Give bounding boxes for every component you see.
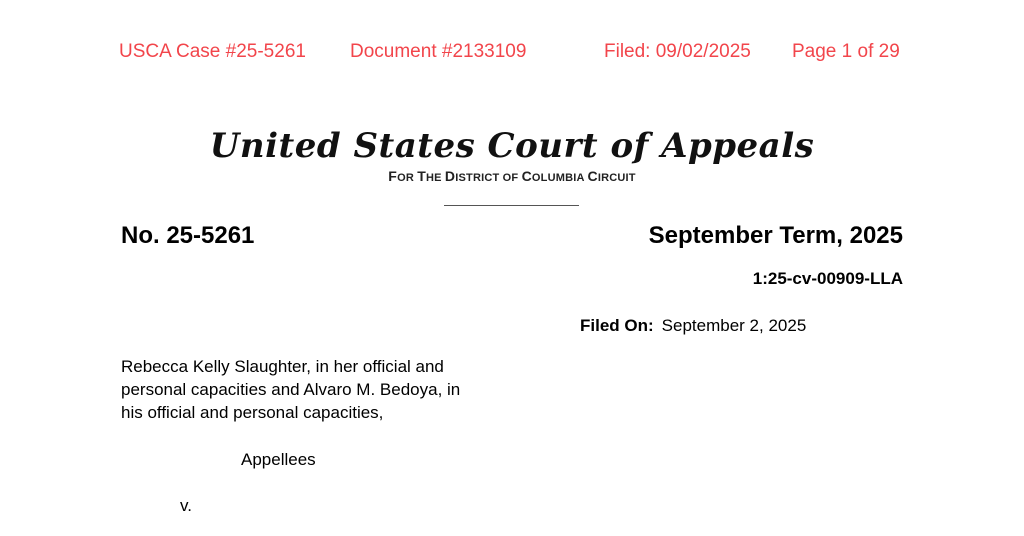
- title-divider: [444, 205, 579, 206]
- lower-court-case-number: 1:25-cv-00909-LLA: [752, 269, 903, 288]
- court-subtitle: [0, 168, 1024, 186]
- docket-number: No. 25-5261: [121, 222, 255, 249]
- filed-on-label: Filed On:: [580, 316, 654, 335]
- versus-label: v.: [180, 496, 192, 515]
- appellees-role: Appellees: [241, 450, 316, 469]
- subtitle-part: F: [388, 168, 398, 184]
- subtitle-part: T: [417, 168, 426, 184]
- filed-on-date: September 2, 2025: [661, 316, 807, 335]
- subtitle-part: OR: [397, 172, 418, 184]
- appellees-line: personal capacities and Alvaro M. Bedoya, in: [121, 380, 461, 399]
- stamp-filed-date: Filed: 09/02/2025: [604, 41, 751, 62]
- stamp-case-number: USCA Case #25-5261: [119, 41, 306, 62]
- court-term: September Term, 2025: [648, 222, 903, 249]
- stamp-page-count: Page 1 of 29: [792, 41, 900, 62]
- appellees-names: [121, 355, 541, 424]
- subtitle-part: OLUMBIA: [531, 172, 588, 184]
- appellees-line: his official and personal capacities,: [121, 403, 384, 422]
- court-title: United States Court of Appeals: [209, 126, 815, 166]
- subtitle-part: HE: [425, 172, 445, 184]
- subtitle-part: ISTRICT OF: [455, 172, 522, 184]
- subtitle-part: D: [444, 168, 456, 184]
- appellees-line: Rebecca Kelly Slaughter, in her official and: [121, 357, 444, 376]
- stamp-document-number: Document #2133109: [350, 41, 527, 62]
- subtitle-part: IRCUIT: [597, 172, 636, 184]
- subtitle-part: C: [587, 168, 598, 184]
- filed-on: [580, 315, 806, 337]
- subtitle-part: C: [521, 168, 532, 184]
